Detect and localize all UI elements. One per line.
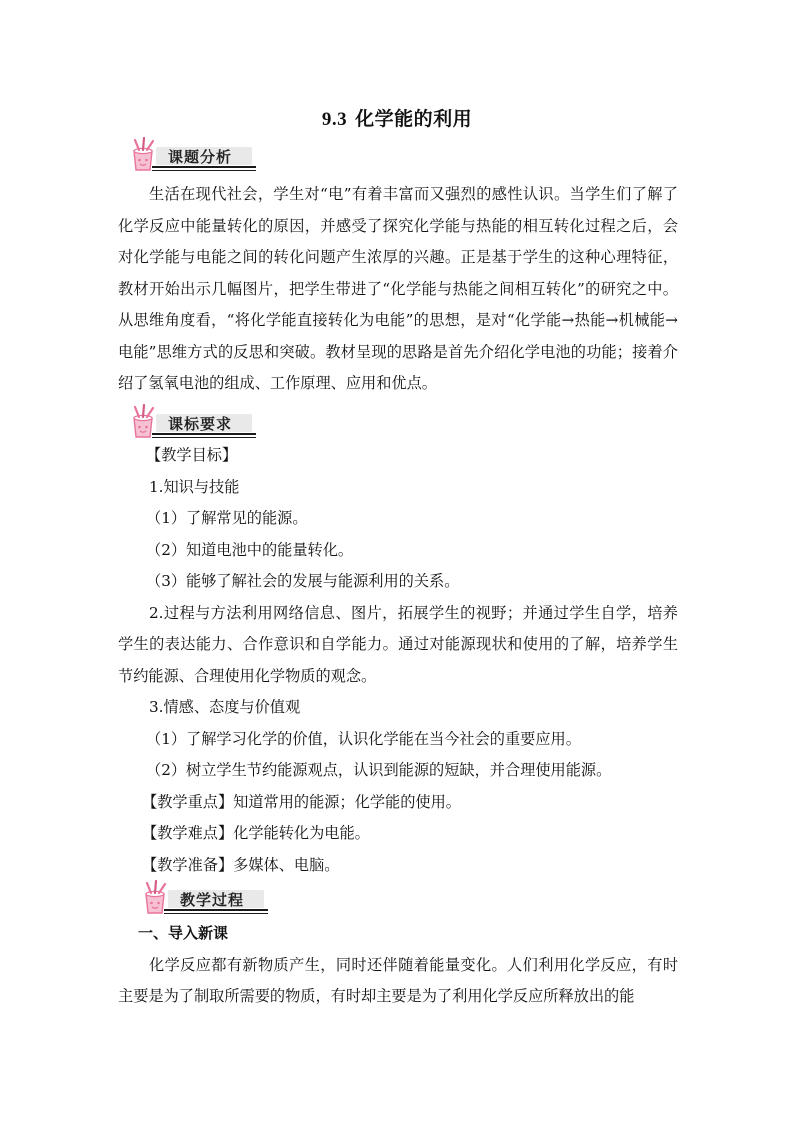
- difficulty-label: 【教学难点】: [142, 824, 234, 842]
- focus-label: 【教学重点】: [142, 792, 234, 811]
- pencil-cup-icon: [140, 880, 182, 916]
- goal-1-heading: 1.知识与技能: [149, 477, 240, 496]
- difficulty-text: 化学能转化为电能。: [233, 824, 370, 842]
- goal-3-item: （1）了解学习化学的价值，认识化学能在当今社会的重要应用。: [146, 729, 581, 748]
- section-header-process: [140, 880, 270, 916]
- goals-heading: 【教学目标】: [146, 446, 238, 464]
- section-header-analysis: [128, 137, 256, 173]
- goal-3-item: （2）树立学生节约能源观点，认识到能源的短缺，并合理使用能源。: [146, 761, 612, 779]
- title-number: 9.3: [321, 109, 348, 130]
- prep-text: 多媒体、电脑。: [233, 855, 340, 874]
- analysis-paragraph: 生活在现代社会，学生对“电”有着丰富而又强烈的感性认识。当学生们了解了化学反应中能量转化的原因，并感受了探究化学能与热能的相互转化过程之后，会对化学能与电能之间的转化问题产生浓厚的兴趣。正是基于学生的这种心理特征，教材开始出示几幅图片，把学生带进了“化学能与热能之间相互转化”的研究之中。从思维角度看，“将化学能直接转化为电能”的思想，是对“化学能→热能→机械能→电能”思维方式的反思和突破。教材呈现的思路是首先介绍化学电池的功能；接着介绍了氢氧电池的组成、工作原理、应用和优点。: [118, 185, 678, 392]
- standards-body: [118, 440, 678, 881]
- analysis-body: [118, 179, 678, 400]
- goal-1-item: （2）知道电池中的能量转化。: [146, 540, 354, 559]
- goal-1-item: （3）能够了解社会的发展与能源利用的关系。: [146, 572, 460, 590]
- section-title: 课题分析: [168, 148, 233, 166]
- teaching-preparation: [118, 850, 678, 882]
- teaching-difficulty: [118, 818, 678, 850]
- section-title: 教学过程: [180, 891, 245, 909]
- page-title: [0, 104, 794, 131]
- section-title: 课标要求: [168, 415, 233, 433]
- pencil-cup-icon: [128, 137, 170, 173]
- goal-3-heading: 3.情感、态度与价值观: [149, 698, 301, 716]
- section-header-standards: [128, 404, 256, 440]
- goal-2-paragraph: 2.过程与方法利用网络信息、图片，拓展学生的视野；并通过学生自学，培养学生的表达能力、合作意识和自学能力。通过对能源现状和使用的了解，培养学生节约能源、合理使用化学物质的观念。: [118, 603, 678, 685]
- prep-label: 【教学准备】: [142, 855, 234, 874]
- process-paragraph: 化学反应都有新物质产生，同时还伴随着能量变化。人们利用化学反应，有时主要是为了制取所需要的物质，有时却主要是为了利用化学反应所释放出的能: [118, 955, 678, 1005]
- pencil-cup-icon: [128, 404, 170, 440]
- focus-text: 知道常用的能源；化学能的使用。: [233, 792, 461, 811]
- title-text: 化学能的利用: [355, 108, 473, 130]
- subsection-heading: 一、导入新课: [138, 924, 229, 942]
- process-body: [118, 918, 678, 1013]
- teaching-focus: [118, 787, 678, 819]
- goal-1-item: （1）了解常见的能源。: [146, 509, 308, 527]
